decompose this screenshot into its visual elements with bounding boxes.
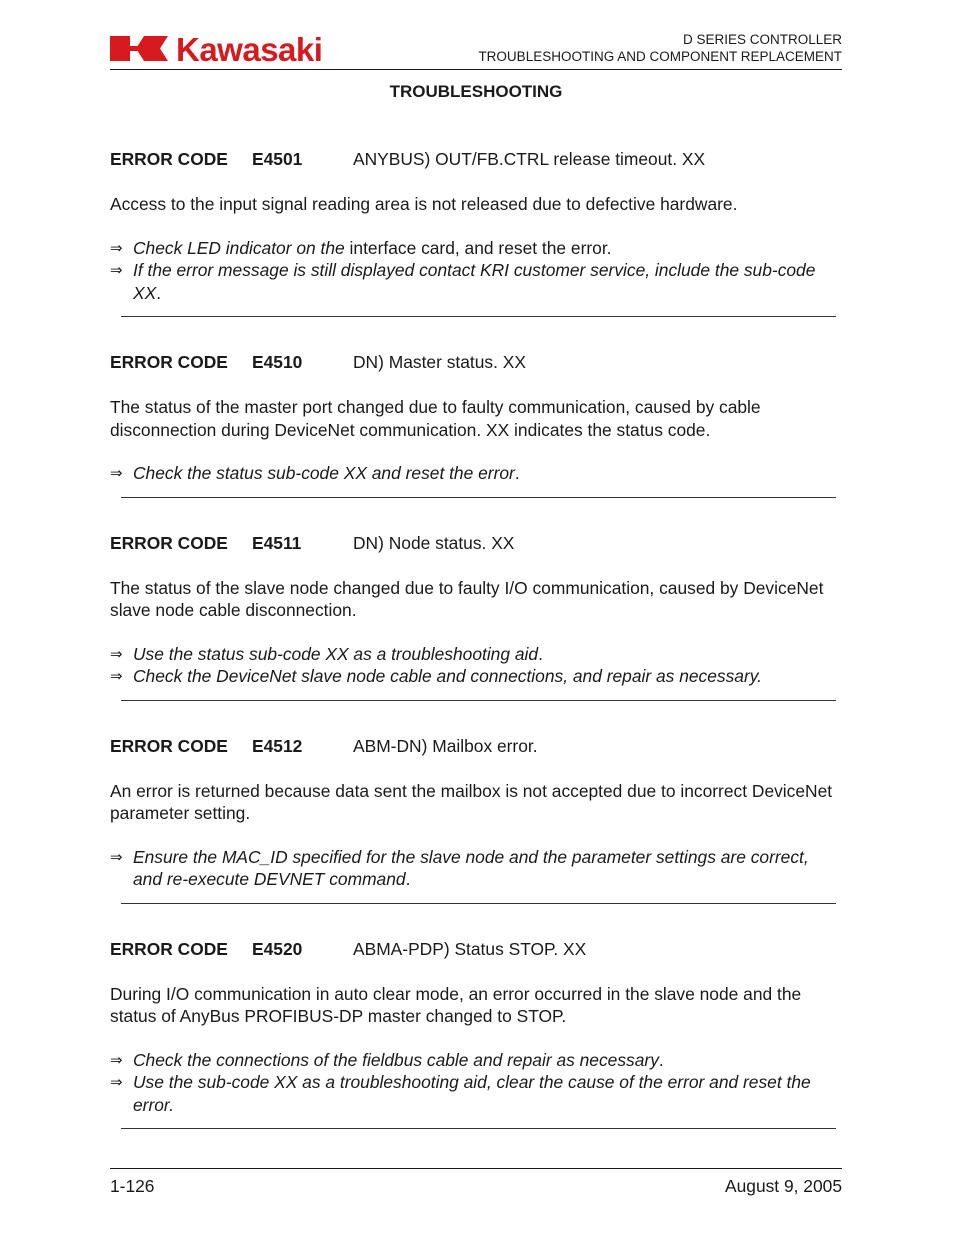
corrective-action-text-upright: .: [538, 643, 543, 664]
error-code-heading: [110, 938, 840, 960]
corrective-action: [110, 1049, 840, 1072]
block-spacer: [110, 701, 840, 735]
double-arrow-right-icon: ⇒: [110, 238, 123, 257]
error-code-label: ERROR CODE: [110, 735, 228, 756]
error-description: An error is returned because data sent the mailbox is not accepted due to incorrect DeviceNet parameter setting.: [110, 780, 833, 823]
document-title: [478, 31, 842, 65]
error-entry: [110, 735, 840, 904]
corrective-action-text-upright: .: [156, 282, 162, 303]
corrective-action: [110, 462, 840, 485]
kawasaki-logo: [110, 33, 390, 65]
brand-wordmark: Kawasaki: [176, 33, 323, 65]
error-entry: [110, 148, 840, 317]
corrective-action-list: [110, 1049, 840, 1117]
error-code-heading: [110, 532, 840, 554]
error-code-label: ERROR CODE: [110, 352, 228, 372]
error-code-label: ERROR CODE: [110, 149, 228, 169]
double-arrow-right-icon: ⇒: [110, 464, 123, 482]
corrective-action: [110, 1071, 840, 1116]
error-entry: [110, 532, 840, 701]
error-code-number: E4511: [252, 532, 302, 553]
error-code-number: E4512: [252, 735, 303, 756]
corrective-action: [110, 665, 840, 688]
entry-divider: [121, 1128, 836, 1129]
corrective-action-text-upright: .: [405, 869, 411, 889]
error-message: ANYBUS) OUT/FB.CTRL release timeout. XX: [353, 149, 706, 169]
corrective-action: [110, 643, 840, 666]
error-code-label: ERROR CODE: [110, 938, 228, 959]
publication-date: August 9, 2005: [725, 1176, 842, 1196]
block-spacer: [110, 904, 840, 938]
kawasaki-river-mark-icon: [110, 33, 390, 65]
double-arrow-right-icon: ⇒: [110, 847, 123, 866]
error-entry: [110, 351, 840, 498]
error-message: ABMA-PDP) Status STOP. XX: [353, 938, 587, 959]
corrective-action: [110, 237, 840, 260]
error-code-label: ERROR CODE: [110, 532, 228, 553]
footer-divider: [110, 1168, 842, 1169]
error-description: The status of the slave node changed due to faulty I/O communication, caused by DeviceNet slave node cable disconnection.: [110, 577, 824, 620]
corrective-action-text: Check the DeviceNet slave node cable and connections, and repair as necessary.: [133, 666, 763, 686]
double-arrow-right-icon: ⇒: [110, 261, 123, 279]
corrective-action-text: Ensure the MAC_ID specified for the slave node and the parameter settings are correct, and re-execute DEVNET command: [133, 846, 809, 889]
section-title: TROUBLESHOOTING: [389, 82, 563, 101]
error-code-heading: [110, 148, 840, 170]
error-code-number: E4501: [252, 149, 303, 169]
error-description: Access to the input signal reading area is not released due to defective hardware.: [110, 194, 738, 214]
corrective-action-text: If the error message is still displayed contact KRI customer service, include the sub-code XX: [133, 260, 816, 303]
error-message: DN) Node status. XX: [353, 532, 515, 553]
error-description: The status of the master port changed due to faulty communication, caused by cable disconnection during DeviceNet communication. XX indicates the status code.: [110, 397, 761, 440]
document-title-line-1: D SERIES CONTROLLER: [682, 32, 842, 47]
error-code-heading: [110, 735, 840, 757]
corrective-action-list: [110, 237, 840, 305]
page-number: 1-126: [110, 1176, 155, 1196]
corrective-action-text: Use the status sub-code XX as a troubleshooting aid: [133, 643, 539, 664]
error-message: ABM-DN) Mailbox error.: [353, 735, 538, 756]
double-arrow-right-icon: ⇒: [110, 644, 123, 663]
corrective-action-text-upright: interface card, and reset the error.: [344, 237, 612, 258]
corrective-action-list: [110, 846, 840, 891]
block-spacer: [110, 498, 840, 532]
error-code-list: [110, 148, 840, 1129]
double-arrow-right-icon: ⇒: [110, 1050, 123, 1069]
corrective-action: [110, 846, 840, 891]
corrective-action-text: Check LED indicator on the: [133, 237, 345, 258]
corrective-action-text: Check the status sub-code XX and reset the error: [133, 463, 515, 483]
error-code-heading: [110, 351, 840, 373]
error-description: During I/O communication in auto clear mode, an error occurred in the slave node and the status of AnyBus PROFIBUS-DP master changed to STOP.: [110, 983, 802, 1026]
corrective-action-list: [110, 643, 840, 688]
double-arrow-right-icon: ⇒: [110, 667, 123, 685]
corrective-action-text-upright: .: [658, 1049, 664, 1070]
error-message: DN) Master status. XX: [353, 352, 526, 372]
error-code-number: E4520: [252, 938, 303, 959]
corrective-action-text: Check the connections of the fieldbus cable and repair as necessary: [133, 1049, 659, 1070]
corrective-action-text: Use the sub-code XX as a troubleshooting aid, clear the cause of the error and reset the error.: [133, 1072, 811, 1115]
error-entry: [110, 938, 840, 1130]
corrective-action: [110, 259, 840, 304]
corrective-action-text-upright: .: [514, 463, 520, 483]
document-title-line-2: TROUBLESHOOTING AND COMPONENT REPLACEMENT: [478, 49, 842, 64]
double-arrow-right-icon: ⇒: [110, 1073, 123, 1091]
corrective-action-list: [110, 462, 840, 485]
block-spacer: [110, 317, 840, 351]
error-code-number: E4510: [252, 352, 303, 372]
header-divider: [110, 69, 842, 70]
